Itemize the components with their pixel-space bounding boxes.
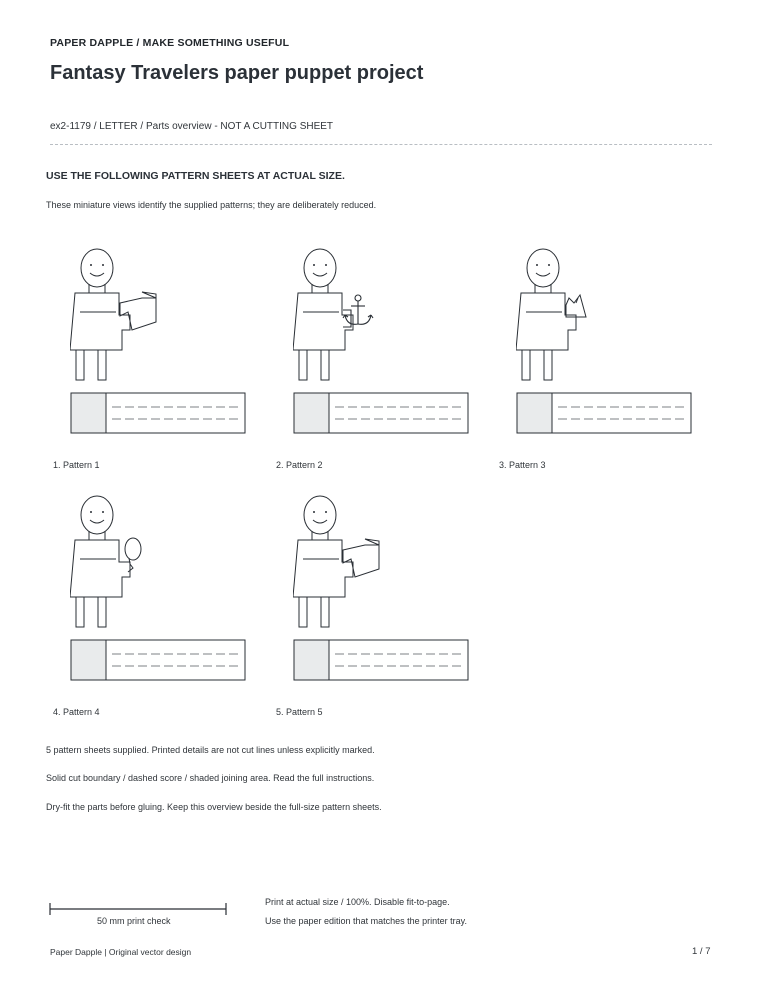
pattern-caption: 2. Pattern 2: [276, 460, 323, 470]
footer-credit: Paper Dapple | Original vector design: [50, 947, 192, 957]
pattern-figure-1: [70, 245, 310, 445]
pattern-caption: 3. Pattern 3: [499, 460, 546, 470]
pattern-figure-5: [293, 492, 533, 692]
puppet-illustration: [516, 245, 756, 445]
dashed-divider: [50, 144, 712, 145]
puppet-illustration: [70, 245, 310, 445]
pattern-caption: 1. Pattern 1: [53, 460, 100, 470]
puppet-illustration: [70, 492, 310, 692]
pattern-figure-4: [70, 492, 310, 692]
note-line: 5 pattern sheets supplied. Printed details are not cut lines unless explicitly marked.: [46, 745, 375, 755]
pattern-caption: 5. Pattern 5: [276, 707, 323, 717]
page-title: Fantasy Travelers paper puppet project: [50, 62, 424, 84]
section-heading: USE THE FOLLOWING PATTERN SHEETS AT ACTUAL SIZE.: [46, 170, 345, 182]
page-number: 1 / 7: [692, 946, 711, 957]
puppet-illustration: [293, 245, 533, 445]
brand-line: PAPER DAPPLE / MAKE SOMETHING USEFUL: [50, 37, 290, 49]
print-instruction: Use the paper edition that matches the printer tray.: [265, 916, 467, 926]
puppet-illustration: [293, 492, 533, 692]
scale-label: 50 mm print check: [97, 916, 171, 926]
pattern-figure-2: [293, 245, 533, 445]
print-instruction: Print at actual size / 100%. Disable fit-to-page.: [265, 897, 450, 907]
note-line: Dry-fit the parts before gluing. Keep this overview beside the full-size pattern sheets.: [46, 802, 382, 812]
pattern-figure-3: [516, 245, 756, 445]
scale-bar: [49, 902, 227, 916]
note-line: Solid cut boundary / dashed score / shaded joining area. Read the full instructions.: [46, 773, 375, 783]
document-meta: ex2-1179 / LETTER / Parts overview - NOT A CUTTING SHEET: [50, 121, 334, 132]
section-intro: These miniature views identify the supplied patterns; they are deliberately reduced.: [46, 200, 377, 210]
pattern-caption: 4. Pattern 4: [53, 707, 100, 717]
